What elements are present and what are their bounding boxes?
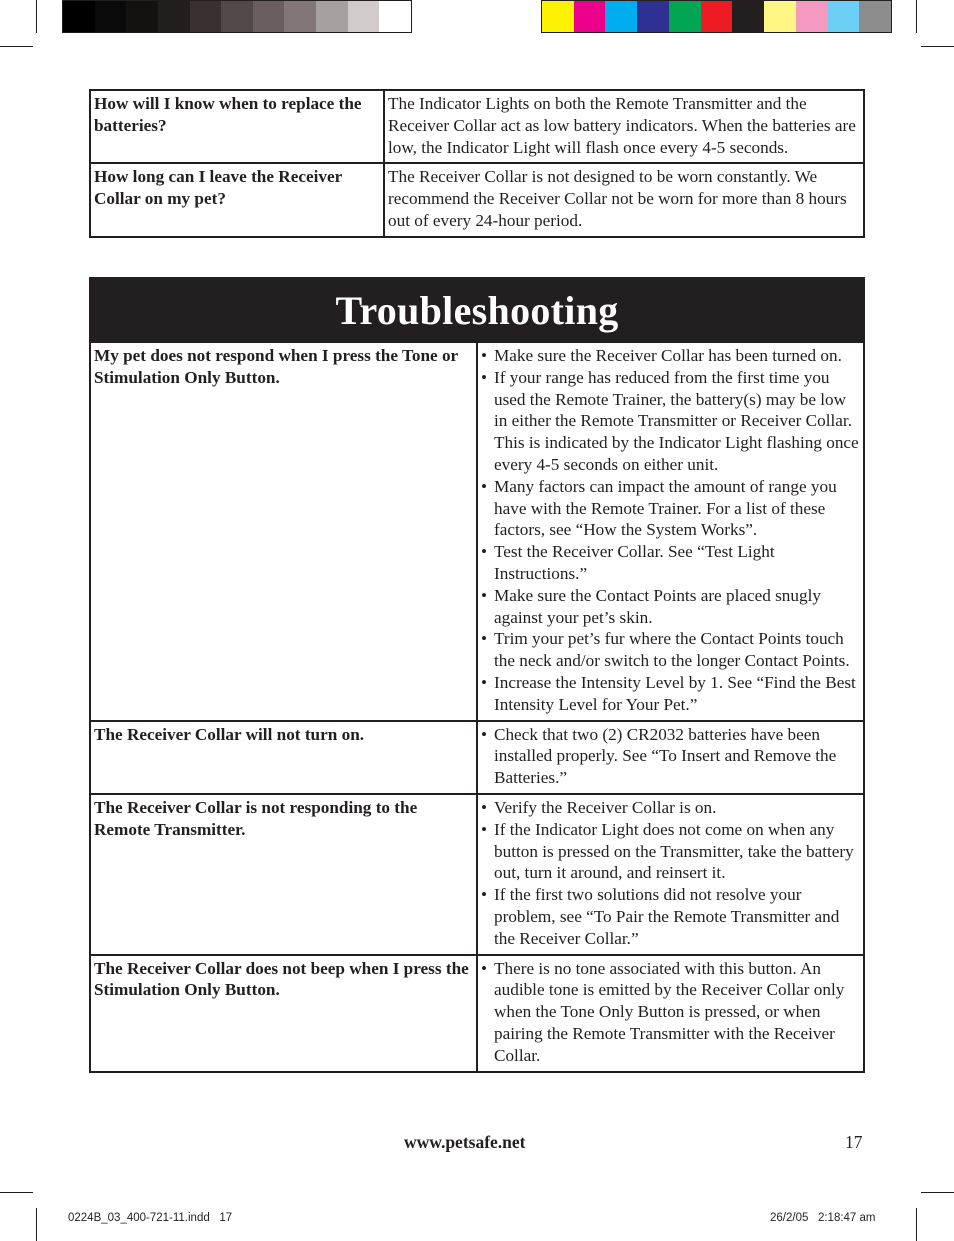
troubleshooting-row [90,955,864,1072]
registration-swatch [221,1,253,32]
solution-item [481,367,860,476]
registration-swatch [158,1,190,32]
solution-text: Make sure the Contact Points are placed snugly against your pet’s skin. [494,585,821,627]
faq-question: How long can I leave the Receiver Collar on my pet? [90,163,384,236]
problem-text: The Receiver Collar does not beep when I press the Stimulation Only Button. [90,955,477,1072]
registration-swatch [669,1,701,32]
registration-swatch [732,1,764,32]
registration-swatch [859,1,891,32]
solution-item [481,541,860,585]
bullet-icon: • [481,585,488,605]
registration-swatch [348,1,380,32]
solution-text: If the Indicator Light does not come on when any button is pressed on the Transmitter, take the battery out, turn it around, and reinsert it. [494,819,854,883]
registration-swatch [637,1,669,32]
solution-text: There is no tone associated with this button. An audible tone is emitted by the Receiver Collar only when the Tone Only Button is pressed, or when pairing the Remote Transmitter with the Receiver Collar. [494,958,845,1065]
solution-item [481,797,860,819]
registration-swatch [253,1,285,32]
troubleshooting-row [90,721,864,794]
bullet-icon: • [481,367,488,387]
solution-item [481,672,860,716]
solution-item [481,585,860,629]
crop-mark [921,1192,954,1193]
solution-item [481,724,860,789]
problem-text: My pet does not respond when I press the Tone or Stimulation Only Button. [90,342,477,721]
page-number: 17 [845,1132,863,1152]
website-url: www.petsafe.net [404,1132,526,1152]
registration-swatch [190,1,222,32]
troubleshooting-table [89,277,865,1073]
solution-text: If your range has reduced from the first time you used the Remote Trainer, the battery(s) may be low in either the Remote Transmitter or Receiver Collar. This is indicated by the Indicator Light flashing once every 4-5 seconds on either unit. [494,367,859,474]
solutions-cell [477,342,864,721]
solution-text: Check that two (2) CR2032 batteries have been installed properly. See “To Insert and Remove the Batteries.” [494,724,837,788]
crop-mark [916,0,917,33]
solution-item [481,958,860,1067]
bullet-icon: • [481,672,488,692]
faq-table [89,89,865,238]
registration-swatch [542,1,574,32]
registration-swatch [796,1,828,32]
faq-answer: The Receiver Collar is not designed to be worn constantly. We recommend the Receiver Collar not be worn for more than 8 hours out of every 24-hour period. [384,163,864,236]
solution-text: Trim your pet’s fur where the Contact Points touch the neck and/or switch to the longer Contact Points. [494,629,850,671]
crop-mark [921,46,954,47]
faq-row [90,90,864,163]
solution-item [481,628,860,672]
slug-timestamp: 26/2/05 2:18:47 am [770,1212,876,1224]
bullet-icon: • [481,542,488,562]
faq-row [90,163,864,236]
crop-mark [0,46,33,47]
grayscale-registration-bar [62,0,412,33]
bullet-icon: • [481,885,488,905]
solution-text: If the first two solutions did not resolve your problem, see “To Pair the Remote Transmitter and the Receiver Collar.” [494,885,840,948]
bullet-icon: • [481,629,488,649]
registration-swatch [95,1,127,32]
bullet-icon: • [481,724,488,744]
registration-swatch [574,1,606,32]
solution-item [481,884,860,949]
faq-question: How will I know when to replace the batteries? [90,90,384,163]
troubleshooting-title: Troubleshooting [90,278,864,342]
registration-swatch [605,1,637,32]
bullet-icon: • [481,476,488,496]
troubleshooting-row [90,342,864,721]
registration-swatch [126,1,158,32]
solution-text: Many factors can impact the amount of range you have with the Remote Trainer. For a list of these factors, see “How the System Works”. [494,476,837,540]
solution-text: Make sure the Receiver Collar has been turned on. [494,346,842,365]
color-registration-bar [541,0,892,33]
solutions-cell [477,955,864,1072]
registration-swatch [63,1,95,32]
solution-text: Verify the Receiver Collar is on. [494,797,717,817]
registration-swatch [284,1,316,32]
registration-swatch [828,1,860,32]
solution-item [481,819,860,884]
troubleshooting-row [90,794,864,955]
crop-mark [36,1208,37,1241]
solutions-cell [477,721,864,794]
faq-answer: The Indicator Lights on both the Remote Transmitter and the Receiver Collar act as low battery indicators. When the batteries are low, the Indicator Light will flash once every 4-5 seconds. [384,90,864,163]
solution-item [481,476,860,541]
solution-item [481,345,860,367]
slug-file-name: 0224B_03_400-721-11.indd 17 [68,1212,233,1224]
solutions-cell [477,794,864,955]
problem-text: The Receiver Collar will not turn on. [90,721,477,794]
registration-swatch [379,1,411,32]
crop-mark [0,1192,33,1193]
solution-text: Test the Receiver Collar. See “Test Light Instructions.” [494,542,775,583]
registration-swatch [316,1,348,32]
bullet-icon: • [481,346,488,365]
bullet-icon: • [481,819,488,839]
crop-mark [916,1208,917,1241]
registration-swatch [764,1,796,32]
solution-text: Increase the Intensity Level by 1. See “Find the Best Intensity Level for Your Pet.” [494,672,856,714]
problem-text: The Receiver Collar is not responding to the Remote Transmitter. [90,794,477,955]
bullet-icon: • [481,958,488,978]
crop-mark [36,0,37,33]
bullet-icon: • [481,797,488,817]
registration-swatch [701,1,733,32]
